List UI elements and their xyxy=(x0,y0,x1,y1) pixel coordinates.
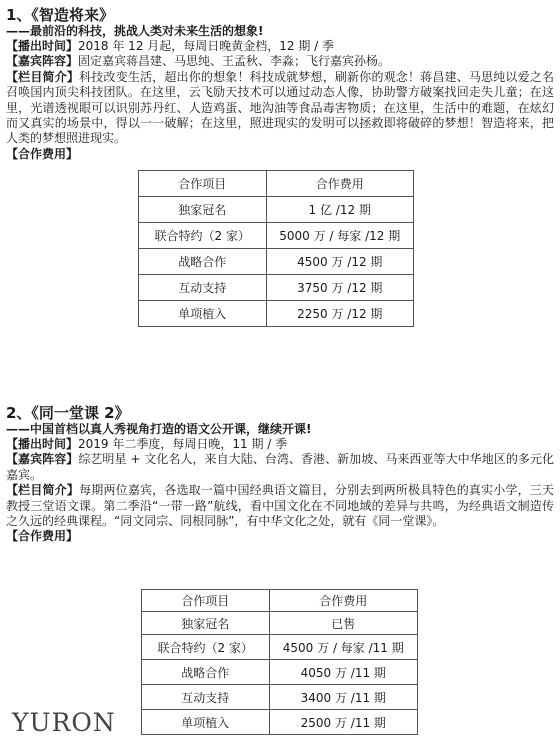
intro-text: 每期两位嘉宾，各选取一篇中国经典语文篇目，分别去到两所极具特色的真实小学，三天教授三堂语文课。第二季沿“一带一路”航线，看中国文化在不同地域的差异与共鸣，为经典语文制造传之久远的经典课程。“同文同宗、同根同脉”，有中华文化之处，就有《同一堂课》。 xyxy=(6,483,554,529)
section-2-broadcast xyxy=(6,437,554,452)
guests-text: 综艺明星 + 文化名人，来自大陆、台湾、香港、新加坡、马来西亚等大中华地区的多元化嘉宾。 xyxy=(6,452,554,482)
table-cell: 独家冠名 xyxy=(142,612,270,635)
table-cell: 互动支持 xyxy=(142,685,270,710)
section-2-subtitle: ——中国首档以真人秀视角打造的语文公开课，继续开课! xyxy=(6,422,312,436)
table-cell: 战略合作 xyxy=(142,660,270,685)
table-row xyxy=(139,197,414,223)
table-cell: 2500 万 /11 期 xyxy=(269,710,417,735)
broadcast-text: 2018 年 12 月起，每周日晚黄金档，12 期 / 季 xyxy=(78,39,335,53)
intro-label: 【栏目简介】 xyxy=(6,483,80,498)
guests-label: 【嘉宾阵容】 xyxy=(6,54,79,69)
yuron-watermark: YURON xyxy=(12,708,116,737)
table-row xyxy=(142,660,418,685)
table-header-row xyxy=(142,590,418,612)
header-cell: 合作费用 xyxy=(269,590,417,612)
section-1-fee-label: 【合作费用】 xyxy=(6,146,79,161)
section-2-guests xyxy=(6,452,554,483)
intro-label: 【栏目简介】 xyxy=(6,69,80,84)
table-cell: 单项植入 xyxy=(142,710,270,735)
table-cell: 已售 xyxy=(269,612,417,635)
broadcast-label: 【播出时间】 xyxy=(6,39,79,53)
intro-text: 科技改变生活，超出你的想象！科技成就梦想，刷新你的观念！蒋昌建、马思纯以爱之名召唤国内顶尖科技团队。在这里，云飞励天技术可以通过动态人像，协助警方破案找回走失儿童；在这里，光谱透视眼可以识别苏丹红、人造鸡蛋、地沟油等食品毒害物质；在这里，生活中的难题，在炫幻而又真实的场景中，得以一一破解；在这里，照进现实的发明可以拯救即将破碎的梦想！智造将来，把人类的梦想照进现实。 xyxy=(6,69,554,146)
section-1-fee-table xyxy=(138,170,414,327)
table-cell: 2250 万 /12 期 xyxy=(266,301,413,327)
section-1-broadcast xyxy=(6,39,554,54)
section-2-fee-label: 【合作费用】 xyxy=(6,529,79,544)
header-cell: 合作项目 xyxy=(139,171,267,197)
section-2-title: 2、《同一堂课 2》 xyxy=(6,404,130,422)
table-row xyxy=(142,635,418,660)
table-cell: 单项植入 xyxy=(139,301,267,327)
guests-text: 固定嘉宾蒋昌建、马思纯、王孟秋、李淼；飞行嘉宾孙杨。 xyxy=(78,54,391,69)
section-1 xyxy=(6,6,554,162)
table-row xyxy=(142,612,418,635)
table-row xyxy=(142,710,418,735)
section-2 xyxy=(6,404,554,545)
section-1-intro xyxy=(6,70,554,147)
table-header-row xyxy=(139,171,414,197)
broadcast-text: 2019 年二季度，每周日晚，11 期 / 季 xyxy=(78,437,288,451)
table-row xyxy=(142,685,418,710)
table-cell: 联合特约（2 家） xyxy=(142,635,270,660)
broadcast-label: 【播出时间】 xyxy=(6,437,79,451)
section-1-title: 1、《智造将来》 xyxy=(6,6,114,24)
table-row xyxy=(139,275,414,301)
table-cell: 战略合作 xyxy=(139,249,267,275)
table-row xyxy=(139,301,414,327)
table-cell: 独家冠名 xyxy=(139,197,267,223)
section-1-subtitle: ——最前沿的科技，挑战人类对未来生活的想象! xyxy=(6,24,264,38)
table-cell: 4500 万 / 每家 /11 期 xyxy=(269,635,417,660)
table-cell: 3400 万 /11 期 xyxy=(269,685,417,710)
table-cell: 4050 万 /11 期 xyxy=(269,660,417,685)
table-row xyxy=(139,249,414,275)
section-2-intro xyxy=(6,483,554,529)
table-row xyxy=(139,223,414,249)
section-1-guests xyxy=(6,54,554,69)
table-cell: 4500 万 /12 期 xyxy=(266,249,413,275)
header-cell: 合作项目 xyxy=(142,590,270,612)
header-cell: 合作费用 xyxy=(266,171,413,197)
section-2-fee-table xyxy=(141,589,418,735)
table-cell: 5000 万 / 每家 /12 期 xyxy=(266,223,413,249)
table-cell: 3750 万 /12 期 xyxy=(266,275,413,301)
table-cell: 联合特约（2 家） xyxy=(139,223,267,249)
table-cell: 1 亿 /12 期 xyxy=(266,197,413,223)
guests-label: 【嘉宾阵容】 xyxy=(6,452,79,467)
table-cell: 互动支持 xyxy=(139,275,267,301)
